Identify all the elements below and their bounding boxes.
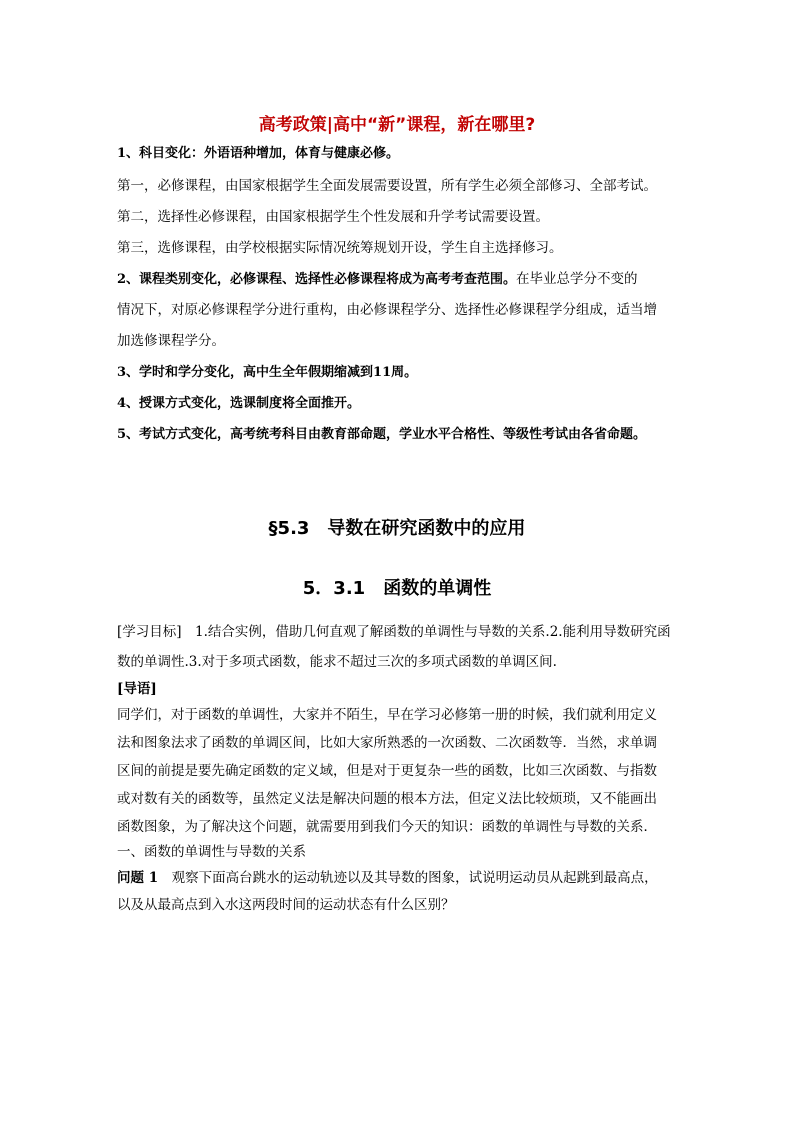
question-1-line-1: [117, 870, 658, 886]
policy-item-3: 3、学时和学分变化，高中生全年假期缩减到11周。: [117, 365, 418, 380]
question-1-label: 问题 1: [117, 870, 159, 886]
policy-paragraph-2: 第二，选择性必修课程，由国家根据学生个性发展和升学考试需要设置。: [117, 209, 549, 225]
intro-line-1: 同学们，对于函数的单调性，大家并不陌生，早在学习必修第一册的时候，我们就利用定义: [117, 707, 657, 723]
learning-goals-line-2: 数的单调性.3.对于多项式函数，能求不超过三次的多项式函数的单调区间.: [117, 654, 557, 670]
question-1-line-2: 以及从最高点到入水这两段时间的运动状态有什么区别？: [117, 897, 455, 913]
intro-line-2: 法和图象法求了函数的单调区间，比如大家所熟悉的一次函数、二次函数等．当然，求单调: [117, 735, 657, 751]
policy-item-2-line-3: 加选修课程学分。: [117, 333, 225, 349]
policy-paragraph-1: 第一，必修课程，由国家根据学生全面发展需要设置，所有学生必须全部修习、全部考试。: [117, 178, 657, 194]
policy-item-2-rest: 在毕业总学分不变的: [516, 271, 638, 287]
policy-paragraph-3: 第三，选修课程，由学校根据实际情况统筹规划开设，学生自主选择修习。: [117, 240, 563, 256]
policy-item-2-bold: 2、课程类别变化，必修课程、选择性必修课程将成为高考考查范围。: [117, 272, 517, 287]
policy-item-2-line-1: [117, 271, 638, 288]
intro-line-5: 函数图象，为了解决这个问题，就需要用到我们今天的知识：函数的单调性与导数的关系．: [117, 819, 657, 835]
intro-line-4: 或对数有关的函数等，虽然定义法是解决问题的根本方法，但定义法比较烦琐，又不能画出: [117, 791, 657, 807]
policy-item-2-line-2: 情况下，对原必修课程学分进行重构，由必修课程学分、选择性必修课程学分组成，适当增: [117, 302, 657, 318]
intro-line-3: 区间的前提是要先确定函数的定义域，但是对于更复杂一些的函数，比如三次函数、与指数: [117, 763, 657, 779]
policy-item-1: 1、科目变化：外语语种增加，体育与健康必修。: [117, 146, 400, 161]
subsection-title: 5．3.1 函数的单调性: [302, 578, 492, 599]
policy-item-5: 5、考试方式变化，高考统考科目由教育部命题，学业水平合格性、等级性考试由各省命题。: [117, 427, 647, 442]
article-title: 高考政策|高中“新”课程，新在哪里?: [258, 115, 536, 135]
question-1-text: 观察下面高台跳水的运动轨迹以及其导数的图象，试说明运动员从起跳到最高点，: [158, 870, 658, 886]
section-title: §5.3 导数在研究函数中的应用: [268, 518, 526, 539]
intro-label: [导语]: [117, 681, 157, 697]
part-1-heading: 一、函数的单调性与导数的关系: [117, 844, 306, 860]
policy-item-4: 4、授课方式变化，选课制度将全面推开。: [117, 396, 361, 411]
learning-goals-line-1: [学习目标] 1.结合实例，借助几何直观了解函数的单调性与导数的关系.2.能利用导数研究函: [117, 624, 671, 640]
